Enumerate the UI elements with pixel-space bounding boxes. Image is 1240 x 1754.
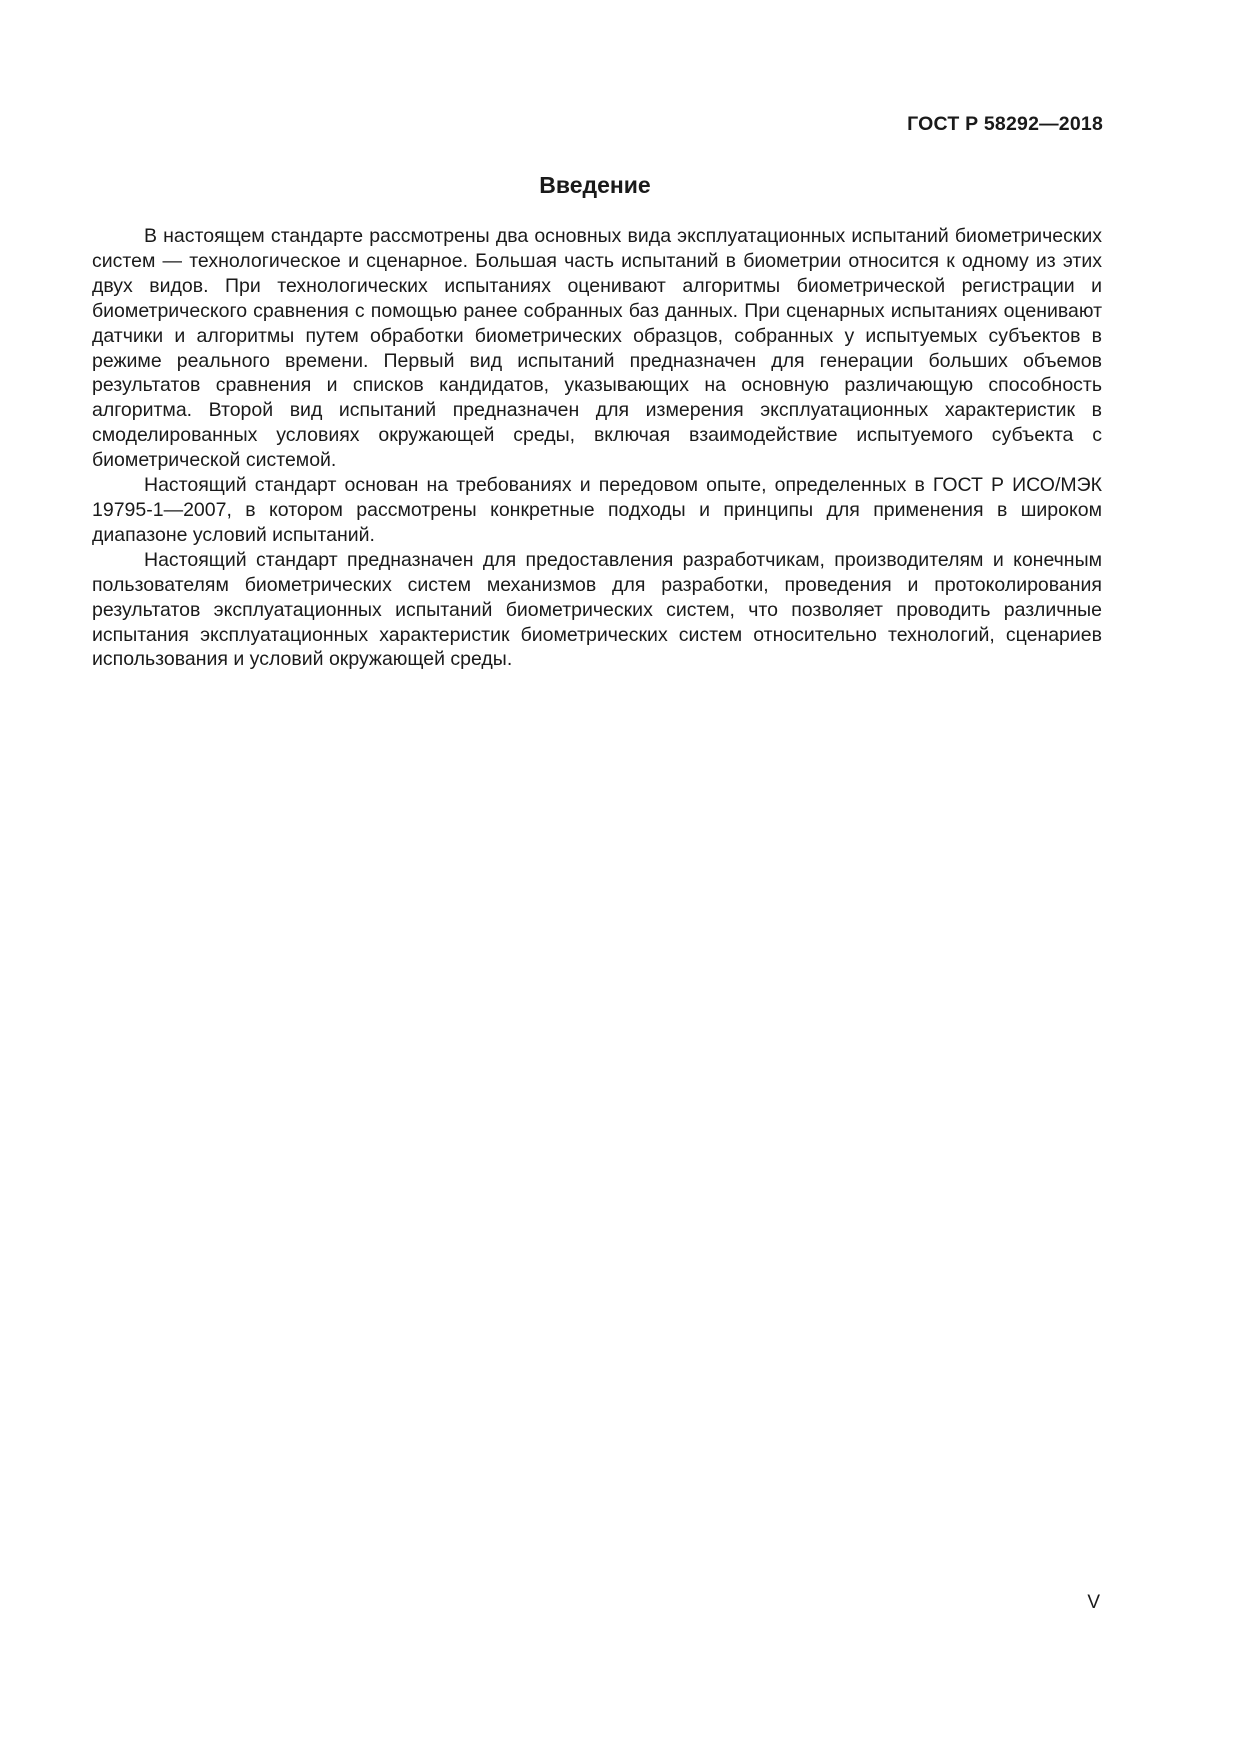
paragraph-2: Настоящий стандарт основан на требованиях и передовом опыте, определенных в ГОСТ Р ИСО/МЭК 19795-1—2007, в котором рассмотрены конкретные подходы и принципы для применения в широком диапазоне условий испытаний. — [92, 474, 1102, 546]
section-title: Введение — [539, 172, 651, 198]
paragraph-1: В настоящем стандарте рассмотрены два основных вида эксплуатационных испытаний биометрических систем — технологическое и сценарное. Большая часть испытаний в биометрии относится к одному из этих двух видов. При технологических испытаниях оценивают алгоритмы биометрической регистрации и биометрического сравнения с помощью ранее собранных баз данных. При сценарных испытаниях оценивают датчики и алгоритмы путем обработки биометрических образцов, собранных у испытуемых субъектов в режиме реального времени. Первый вид испытаний предназначен для генерации больших объемов результатов сравнения и списков кандидатов, указывающих на основную различающую способность алгоритма. Второй вид испытаний предназначен для измерения эксплуатационных характеристик в смоделированных условиях окружающей среды, включая взаимодействие испытуемого субъекта с биометрической системой. — [92, 225, 1102, 472]
document-code: ГОСТ Р 58292—2018 — [907, 113, 1103, 135]
section-body — [92, 224, 1102, 672]
paragraph-3: Настоящий стандарт предназначен для предоставления разработчикам, производителям и конечным пользователям биометрических систем механизмов для разработки, проведения и протоколирования результатов эксплуатационных испытаний биометрических систем, что позволяет проводить различные испытания эксплуатационных характеристик биометрических систем относительно технологий, сценариев использования и условий окружающей среды. — [92, 548, 1102, 671]
page-number: V — [1087, 1592, 1100, 1613]
